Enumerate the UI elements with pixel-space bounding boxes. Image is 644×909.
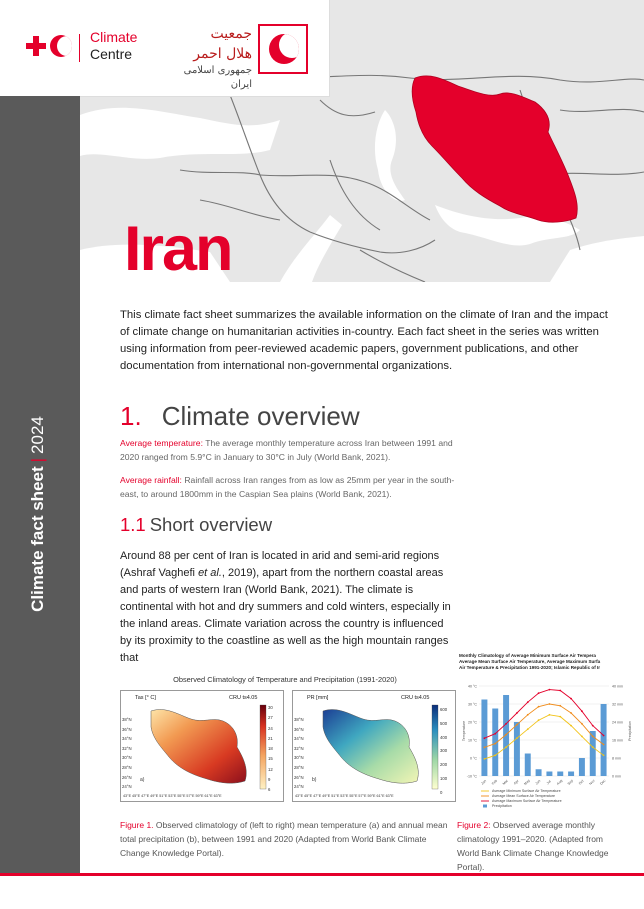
- panel-b-lat-ticks: [294, 715, 304, 792]
- average-temperature-text: The average monthly temperature across Iran between 1991 and 2020 ranged from 5.9°C in January to 30°C in July (World Bank, 2021).: [120, 438, 453, 462]
- y-right-tick-label: 40 mm: [612, 684, 623, 689]
- section-1-1-title: Short overview: [149, 514, 273, 535]
- precipitation-bar: [557, 772, 563, 777]
- y-left-tick-label: 10 °C: [467, 738, 477, 743]
- temperature-map-svg: [121, 691, 283, 801]
- temperature-point: [559, 690, 561, 692]
- section-1-number: 1.: [120, 401, 142, 431]
- figure-2-title-line-3: Air Temperature & Precipitation 1991-2020; Islamic Republic of Ir: [459, 665, 601, 670]
- temperature-point: [549, 714, 551, 716]
- temperature-point: [549, 689, 551, 691]
- precipitation-bar: [601, 704, 607, 776]
- y-left-tick-label: -10 °C: [466, 774, 477, 779]
- country-title: Iran: [124, 214, 232, 284]
- prcs-crescent-badge-icon: [258, 24, 308, 74]
- y-left-axis-label: Temperature: [462, 720, 466, 742]
- temperature-point: [581, 736, 583, 738]
- y-left-tick-label: 30 °C: [467, 702, 477, 707]
- lat-tick-label: 30°N: [122, 755, 132, 761]
- temperature-point: [592, 725, 594, 727]
- sidebar-title: Climate fact sheet: [28, 466, 47, 612]
- colorbar-tick-label: 500: [440, 720, 448, 726]
- colorbar-tick-label: 30: [268, 705, 273, 710]
- temperature-point: [603, 744, 605, 746]
- average-rainfall-text: Rainfall across Iran ranges from as low as 25mm per year in the south-east, to around 1800mm in the Caspian Sea plains (World Bank, 2021).: [120, 475, 455, 499]
- lat-tick-label: 38°N: [294, 717, 304, 722]
- colorbar-tick-label: 21: [268, 735, 273, 741]
- temperature-point: [603, 754, 605, 756]
- figure-1-title: Observed Climatology of Temperature and Precipitation (1991-2020): [173, 675, 397, 684]
- y-right-tick-label: 0 mm: [612, 774, 621, 779]
- legend-label: Precipitation: [492, 804, 512, 808]
- figure-2-caption-text: Observed average monthly climatology 1991–2020. (Adapted from World Bank Climate Change Knowledge Portal).: [457, 820, 609, 872]
- figure-1-caption-label: Figure 1.: [120, 820, 154, 830]
- colorbar-tick-label: 6: [268, 787, 271, 793]
- red-cross-icon: [26, 36, 46, 56]
- lat-tick-label: 30°N: [294, 755, 304, 761]
- colorbar-tick-label: 100: [440, 775, 448, 781]
- temperature-point: [527, 728, 529, 730]
- colorbar-tick-label: 18: [268, 746, 273, 752]
- figure-2-title: [459, 653, 644, 671]
- x-tick-label: Jun: [534, 778, 542, 786]
- temperature-point: [581, 710, 583, 712]
- x-tick-label: Jan: [480, 778, 488, 786]
- panel-b-scale-ticks: [440, 703, 447, 800]
- temperature-point: [570, 698, 572, 700]
- panel-a-variable: Tas [° C]: [135, 695, 156, 701]
- prcs-line2: جمهوری اسلامی ایران: [183, 65, 252, 90]
- lat-tick-label: 38°N: [122, 717, 132, 722]
- logo-divider: [79, 34, 80, 62]
- legend-label: Average Minimum Surface Air Temperature: [492, 789, 561, 793]
- colorbar-tick-label: 12: [268, 766, 273, 772]
- figure-2-title-line-1: Monthly Climatology of Average Minimum Surface Air Tempera: [459, 653, 596, 658]
- sidebar-label: Climate fact sheet|2024: [28, 416, 47, 612]
- average-temperature-paragraph: [120, 437, 460, 464]
- y-left-tick-label: 0 °C: [469, 756, 477, 761]
- temperature-series-line: [484, 690, 603, 739]
- y-left-tick-label: 20 °C: [467, 720, 477, 725]
- temperature-point: [527, 714, 529, 716]
- temperature-point: [538, 692, 540, 694]
- average-temperature-label: Average temperature:: [120, 438, 203, 448]
- figure-2-title-line-2: Average Mean Surface Air Temperature, Average Maximum Surfa: [459, 659, 601, 664]
- temperature-point: [505, 746, 507, 748]
- temperature-point: [494, 733, 496, 735]
- temperature-point: [516, 724, 518, 726]
- precipitation-map-svg: [293, 691, 455, 801]
- lat-tick-label: 24°N: [294, 784, 304, 790]
- precipitation-bar: [536, 769, 542, 776]
- x-tick-label: Jul: [545, 779, 552, 786]
- temperature-point: [505, 723, 507, 725]
- x-tick-label: Sep: [566, 778, 574, 786]
- lat-tick-label: 28°N: [294, 764, 304, 770]
- section-1-1-number: 1.1: [120, 514, 146, 535]
- climate-centre-logo-text: [90, 29, 137, 63]
- x-tick-label: Aug: [555, 778, 564, 786]
- temperature-point: [538, 719, 540, 721]
- panel-b-tag: b): [312, 777, 317, 783]
- climate-centre-line1: Climate: [90, 29, 138, 45]
- temperature-point: [538, 706, 540, 708]
- footer-red-rule: [0, 873, 644, 876]
- lat-tick-label: 26°N: [294, 774, 304, 780]
- colorbar-tick-label: 15: [268, 756, 273, 762]
- temperature-point: [570, 712, 572, 714]
- short-overview-et-al: et al.: [198, 567, 222, 579]
- section-1-1-heading: [120, 514, 272, 536]
- temperature-point: [484, 746, 486, 748]
- short-overview-text-a: Around 88 per cent of Iran is located in arid and semi-arid regions (Ashraf Vaghefi: [120, 550, 440, 579]
- temperature-point: [484, 737, 486, 739]
- y-left-tick-label: 40 °C: [467, 684, 477, 689]
- legend-label: Average Mean Surface Air Temperature: [492, 794, 555, 798]
- figure-1-caption: [120, 818, 450, 860]
- temperature-point: [592, 746, 594, 748]
- temperature-point: [505, 734, 507, 736]
- panel-b-lon-ticks: 43°E 45°E 47°E 49°E 51°E 53°E 55°E 57°E 59°E 61°E 63°E: [295, 794, 394, 798]
- short-overview-text-b: , 2019), apart from the northern coastal areas and parts of western Iran (World Bank, 2021). The climate is continental with hot and dry summers and cold winters, especially in the inland areas. Climate variation across the country is influenced by its proximity to the coastline as well as the high mountain ranges that: [120, 567, 451, 664]
- temperature-point: [603, 735, 605, 737]
- lat-tick-label: 32°N: [122, 745, 132, 751]
- temperature-point: [494, 743, 496, 745]
- temperature-series-line: [484, 715, 603, 759]
- precipitation-bar: [514, 722, 520, 776]
- x-tick-label: Nov: [588, 778, 596, 786]
- lat-tick-label: 28°N: [122, 764, 132, 770]
- precipitation-bar: [546, 772, 552, 777]
- temperature-point: [570, 725, 572, 727]
- precipitation-bar: [503, 695, 509, 776]
- panel-a-scale-ticks: [268, 703, 273, 796]
- section-1-heading: [120, 401, 360, 432]
- colorbar-tick-label: 300: [440, 748, 448, 754]
- average-rainfall-paragraph: [120, 474, 460, 501]
- y-right-tick-label: 32 mm: [612, 702, 623, 707]
- short-overview-paragraph: [120, 548, 455, 667]
- temperature-point: [516, 737, 518, 739]
- panel-b-source: CRU ts4.05: [401, 695, 430, 701]
- figure-1-caption-text: Observed climatology of (left to right) mean temperature (a) and annual mean total precipitation (b), between 1991 and 2020 (Adapted from World Bank Climate Change Knowledge Portal).: [120, 820, 448, 858]
- lat-tick-label: 32°N: [294, 745, 304, 751]
- climate-centre-line2: Centre: [90, 46, 133, 62]
- precipitation-bar: [525, 754, 531, 777]
- panel-a-lon-ticks: 43°E 45°E 47°E 49°E 51°E 53°E 55°E 57°E 59°E 61°E 63°E: [123, 794, 222, 798]
- colorbar-tick-label: 9: [268, 777, 271, 783]
- legend-swatch: [483, 805, 487, 808]
- figure-1-panel-b: [292, 690, 456, 802]
- x-tick-label: Feb: [490, 778, 499, 786]
- panel-a-tag: a): [140, 777, 145, 783]
- temperature-point: [559, 705, 561, 707]
- colorbar-tick-label: 27: [268, 715, 273, 721]
- sidebar-year: 2024: [28, 416, 47, 454]
- section-1-title: Climate overview: [161, 401, 360, 431]
- temperature-point: [559, 716, 561, 718]
- y-right-tick-label: 8 mm: [612, 756, 621, 761]
- temperature-point: [592, 736, 594, 738]
- red-crescent-icon: [50, 35, 72, 57]
- lat-tick-label: 34°N: [122, 736, 132, 742]
- figure-2-caption: [457, 818, 617, 874]
- temperature-point: [581, 723, 583, 725]
- colorbar-tick-label: 0: [440, 789, 443, 795]
- legend-label: Average Maximum Surface Air Temperature: [492, 799, 562, 803]
- figure-2-caption-label: Figure 2:: [457, 820, 491, 830]
- colorbar-tick-label: 400: [440, 734, 448, 740]
- temperature-point: [527, 701, 529, 703]
- y-right-axis-label: Precipitation: [628, 721, 632, 741]
- panel-a-source: CRU ts4.05: [229, 695, 258, 701]
- x-tick-label: Mar: [501, 778, 509, 786]
- intro-paragraph: This climate fact sheet summarizes the available information on the climate of Iran and the impact of climate change on humanitarian activities in-country. Each fact sheet in the series was written using information from peer-reviewed academic papers, government publications, and other documentation from international non-governmental organizations.: [120, 309, 608, 372]
- precipitation-bar: [568, 772, 574, 777]
- precipitation-bar: [579, 758, 585, 776]
- logo-box: [0, 0, 329, 96]
- temperature-series-line: [484, 704, 603, 747]
- lat-tick-label: 24°N: [122, 784, 132, 790]
- prcs-logo-text: [182, 24, 252, 92]
- average-rainfall-label: Average rainfall:: [120, 475, 182, 485]
- lat-tick-label: 26°N: [122, 774, 132, 780]
- figure-1-panel-a: [120, 690, 284, 802]
- panel-b-variable: PR [mm]: [307, 695, 329, 701]
- x-tick-label: May: [523, 778, 531, 787]
- x-tick-label: Apr: [512, 778, 520, 786]
- temperature-point: [494, 754, 496, 756]
- colorbar-tick-label: 24: [268, 725, 273, 731]
- lat-tick-label: 36°N: [122, 726, 132, 732]
- temperature-point: [516, 712, 518, 714]
- panel-a-lat-ticks: [122, 715, 132, 792]
- x-tick-label: Dec: [599, 778, 607, 786]
- lat-tick-label: 36°N: [294, 726, 304, 732]
- figure-2-chart: [459, 676, 644, 810]
- lat-tick-label: 34°N: [294, 736, 304, 742]
- x-tick-label: Oct: [577, 778, 585, 786]
- prcs-line1: جمعیت هلال احمر: [193, 26, 252, 62]
- temperature-point: [549, 703, 551, 705]
- colorbar-tick-label: 200: [440, 762, 448, 768]
- temperature-point: [484, 758, 486, 760]
- y-right-tick-label: 16 mm: [612, 738, 623, 743]
- colorbar-tick-label: 600: [440, 707, 448, 712]
- sidebar: [0, 96, 80, 873]
- y-right-tick-label: 24 mm: [612, 720, 623, 725]
